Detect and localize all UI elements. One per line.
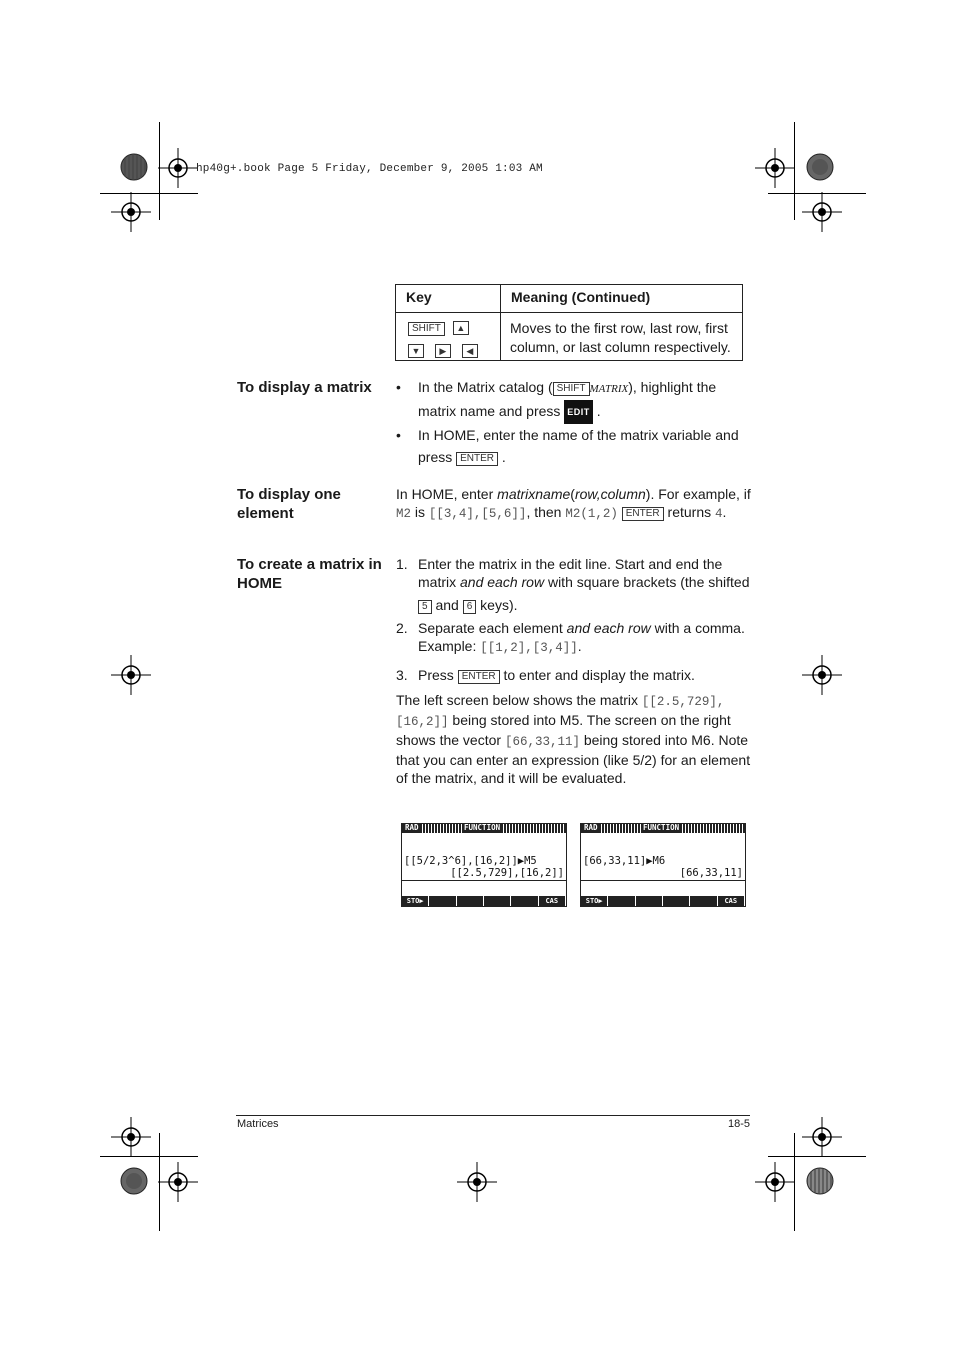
left-arrow-key-icon: ◀ — [462, 344, 478, 358]
table-row — [396, 313, 743, 361]
list-item: • In the Matrix catalog ( SHIFT MATRIX), highlight the matrix name and press EDIT . — [396, 376, 752, 424]
cas-softkey: CAS — [539, 896, 566, 906]
matrix-key-label: MATRIX — [589, 383, 629, 395]
registration-target-icon — [802, 1117, 842, 1157]
cas-softkey: CAS — [718, 896, 745, 906]
shift-key: SHIFT — [408, 322, 445, 336]
registration-target-icon — [111, 192, 151, 232]
registration-target-icon — [755, 148, 795, 188]
color-wheel-icon — [120, 153, 148, 181]
registration-target-icon — [158, 148, 198, 188]
softkey-menu — [581, 896, 745, 906]
table-header-key: Key — [396, 285, 501, 313]
enter-key: ENTER — [622, 507, 664, 521]
footer-rule — [236, 1115, 750, 1116]
registration-target-icon — [111, 1117, 151, 1157]
table-header-meaning: Meaning (Continued) — [501, 285, 743, 313]
color-wheel-icon — [806, 153, 834, 181]
enter-key: ENTER — [458, 670, 500, 684]
history-input: [66,33,11]▶M6 — [583, 855, 666, 867]
list-item: 3. Press ENTER to enter and display the matrix. — [396, 667, 695, 683]
list-item: 2. Separate each element and each row with a comma. Example: [[1,2],[3,4]]. — [396, 620, 745, 655]
shift-key: SHIFT — [553, 382, 590, 396]
key-6: 6 — [463, 600, 477, 614]
color-wheel-icon — [806, 1167, 834, 1195]
sto-softkey: STO▶ — [581, 896, 608, 906]
registration-target-icon — [755, 1162, 795, 1202]
calculator-screen-right — [580, 823, 746, 907]
registration-target-icon — [457, 1162, 497, 1202]
history-input: [[5/2,3^6],[16,2]]▶M5 — [404, 855, 537, 867]
registration-target-icon — [802, 192, 842, 232]
page-number: 18-5 — [727, 1118, 750, 1130]
print-header: hp40g+.book Page 5 Friday, December 9, 2005 1:03 AM — [196, 163, 543, 175]
heading-display-matrix: To display a matrix — [237, 379, 372, 396]
history-result: [[2.5,729],[16,2]] — [450, 867, 564, 879]
registration-target-icon — [111, 655, 151, 695]
up-arrow-key-icon: ▲ — [453, 321, 469, 335]
color-wheel-icon — [120, 1167, 148, 1195]
status-bar: RAD FUNCTION — [581, 824, 745, 833]
element-paragraph: In HOME, enter matrixname(row,column). For example, if M2 is [[3,4],[5,6]], then M2(1,2) ENTER returns 4. — [396, 486, 751, 521]
right-arrow-key-icon: ▶ — [435, 344, 451, 358]
sto-softkey: STO▶ — [402, 896, 429, 906]
registration-target-icon — [158, 1162, 198, 1202]
list-item: • In HOME, enter the name of the matrix variable and press ENTER . — [396, 427, 739, 465]
registration-target-icon — [802, 655, 842, 695]
key-table — [395, 284, 743, 361]
list-item: 1. Enter the matrix in the edit line. Start and end the matrix and each row with square brackets (the shifted 5 and 6 keys). — [396, 556, 750, 613]
status-bar: RAD FUNCTION — [402, 824, 566, 833]
key-5: 5 — [418, 600, 432, 614]
history-result: [66,33,11] — [679, 867, 743, 879]
down-arrow-key-icon: ▼ — [408, 344, 424, 358]
screens-paragraph: The left screen below shows the matrix [[2.5,729],[16,2]] being stored into M5. The screen on the right shows the vector [66,33,11] being stored into M6. Note that you can enter an expression (like 5/2) for an element of the matrix, and it will be evaluated. — [396, 692, 751, 786]
softkey-menu — [402, 896, 566, 906]
footer-chapter: Matrices — [237, 1118, 279, 1130]
enter-key: ENTER — [456, 452, 498, 466]
heading-create-matrix: To create a matrix in HOME — [237, 556, 382, 592]
heading-display-element: To display one element — [237, 486, 341, 522]
edit-softkey: EDIT — [564, 400, 593, 424]
meaning-cell: Moves to the first row, last row, first column, or last column respectively. — [501, 313, 743, 361]
calculator-screen-left — [401, 823, 567, 907]
keys-cell — [396, 313, 501, 361]
